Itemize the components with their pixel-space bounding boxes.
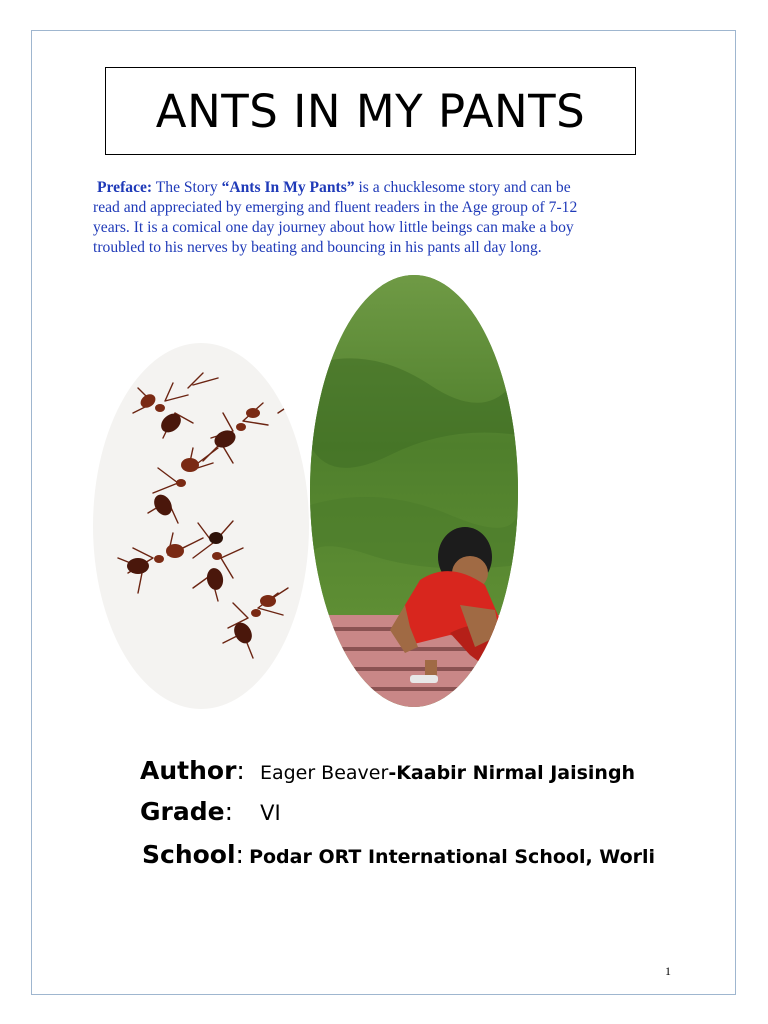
school-value: Podar ORT International School, Worli	[249, 846, 656, 868]
boy-on-grass-photo	[310, 275, 518, 707]
ant-6	[223, 588, 288, 658]
grade-line	[140, 797, 281, 826]
author-value-plain: Eager Beaver	[259, 762, 389, 784]
school-label: School	[142, 840, 236, 869]
preface-label: Preface:	[97, 179, 153, 196]
ants-image	[93, 343, 309, 709]
page-title: ANTS IN MY PANTS	[155, 84, 586, 138]
boy-photo	[310, 275, 518, 707]
author-label: Author	[140, 756, 237, 785]
author-separator: :	[236, 756, 245, 785]
preface-text-before: The Story	[152, 179, 222, 196]
preface-story-title: “Ants In My Pants”	[221, 179, 355, 196]
ants-illustration	[93, 343, 309, 709]
school-line	[142, 840, 655, 869]
page-number: 1	[665, 964, 671, 978]
preface-line2: read and appreciated by emerging and fluent readers in the Age group of 7-12	[93, 199, 578, 216]
grade-label: Grade	[140, 797, 225, 826]
author-value-bold: -Kaabir Nirmal Jaisingh	[388, 762, 636, 784]
preface-line1-end: is a chucklesome story and can be	[354, 179, 571, 196]
preface-line3: years. It is a comical one day journey about how little beings can make a boy	[93, 219, 574, 236]
grade-separator: :	[224, 797, 234, 826]
grade-value: VI	[260, 801, 281, 825]
author-line	[140, 756, 635, 785]
school-separator: :	[235, 840, 244, 869]
preface-paragraph	[93, 178, 673, 258]
title-box	[105, 67, 636, 155]
preface-line4: troubled to his nerves by beating and bouncing in his pants all day long.	[93, 239, 542, 256]
